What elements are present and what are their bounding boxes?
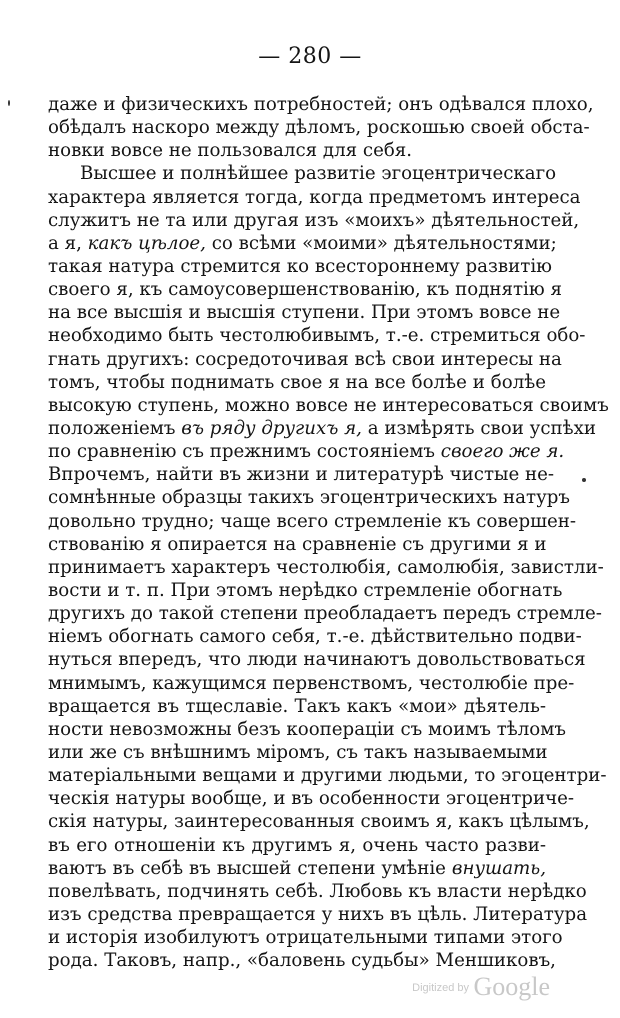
emphasis-text: какъ цѣлое, — [87, 232, 206, 254]
scan-speck — [582, 478, 586, 482]
emphasis-text: своего же я. — [440, 441, 565, 463]
text-line: изъ средства превращается у нихъ въ цѣль. Литература — [48, 903, 588, 925]
text-line: даже и физическихъ потребностей; онъ одѣвался плохо, — [48, 94, 594, 115]
text-line: необходимо быть честолюбивымъ, т.-е. стремиться обо- — [48, 325, 586, 347]
text-line: обѣдалъ наскоро между дѣломъ, роскошью своей обста- — [48, 117, 590, 139]
text-line: новки вовсе не пользовался для себя. — [48, 140, 413, 162]
text-line: характера является тогда, когда предметомъ интереса — [48, 186, 581, 208]
text-line: или же съ внѣшнимъ міромъ, съ такъ называемыми — [48, 741, 548, 763]
page-number: — 280 — — [258, 44, 362, 69]
text-line: ческія натуры вообще, и въ особенности эгоцентриче- — [48, 788, 575, 810]
google-watermark — [412, 972, 550, 1002]
scan-speck — [8, 100, 10, 106]
digitized-label: Digitized by — [412, 982, 469, 994]
emphasis-text: внушать, — [451, 857, 546, 879]
text-line: повелѣвать, подчинять себѣ. Любовь къ власти нерѣдко — [48, 880, 587, 902]
text-line: служитъ не та или другая изъ «моихъ» дѣятельностей, — [48, 209, 580, 231]
text-line: на все высшія и высшія ступени. При этомъ вовсе не — [48, 302, 561, 324]
text-line: довольно трудно; чаще всего стремленіе къ совершен- — [48, 510, 577, 532]
text-line: вращается въ тщеславіе. Такъ какъ «мои» дѣятель- — [48, 695, 546, 717]
body-text — [48, 93, 609, 972]
text-line: другихъ до такой степени преобладаетъ передъ стремле- — [48, 603, 602, 625]
text-line: принимаетъ характеръ честолюбія, самолюбія, завистли- — [48, 556, 604, 578]
text-line: и исторія изобилуютъ отрицательными типами этого — [48, 927, 563, 949]
text-line: положеніемъ въ ряду другихъ я, а измѣрять свои успѣхи — [48, 417, 596, 439]
google-logo: Google — [473, 972, 550, 1001]
text-line: ваютъ въ себѣ въ высшей степени умѣніе внушать, — [48, 857, 546, 879]
text-line: рода. Таковъ, напр., «баловень судьбы» Меншиковъ, — [48, 950, 556, 972]
text-line: ствованію я опирается на сравненіе съ другими я и — [48, 533, 547, 555]
text-line: нуться впередъ, что люди начинаютъ довольствоваться — [48, 649, 586, 671]
text-line: Высшее и полнѣйшее развитіе эгоцентрическаго — [80, 163, 557, 185]
text-line: а я, какъ цѣлое, со всѣми «моими» дѣятельностями; — [48, 232, 557, 254]
text-line: ніемъ обогнать самого себя, т.-е. дѣйствительно подви- — [48, 626, 582, 648]
text-line: сомнѣнные образцы такихъ эгоцентрическихъ натуръ — [48, 487, 570, 509]
text-line: томъ, чтобы поднимать свое я на все болѣе и болѣе — [48, 371, 546, 393]
text-line: мнимымъ, кажущимся первенствомъ, честолюбіе пре- — [48, 672, 575, 694]
text-line: по сравненію съ прежнимъ состояніемъ своего же я. — [48, 441, 565, 463]
text-line: такая натура стремится ко всестороннему развитію — [48, 255, 552, 277]
text-line: скія натуры, заинтересованныя своимъ я, какъ цѣлымъ, — [48, 811, 590, 833]
text-line: матеріальными вещами и другими людьми, то эгоцентри- — [48, 765, 607, 787]
text-line: гнать другихъ: сосредоточивая всѣ свои интересы на — [48, 348, 562, 370]
text-line: высокую ступень, можно вовсе не интересоваться своимъ — [48, 394, 609, 416]
text-line: ности невозможны безъ коопераціи съ моимъ тѣломъ — [48, 718, 566, 740]
text-line: въ его отношеніи къ другимъ я, очень часто разви- — [48, 834, 546, 856]
text-line: своего я, къ самоусовершенствованію, къ поднятію я — [48, 279, 562, 301]
emphasis-text: въ ряду другихъ я, — [181, 417, 362, 439]
text-line: Впрочемъ, найти въ жизни и литературѣ чистые не- — [48, 464, 555, 486]
text-line: вости и т. п. При этомъ нерѣдко стремленіе обогнать — [48, 579, 563, 601]
